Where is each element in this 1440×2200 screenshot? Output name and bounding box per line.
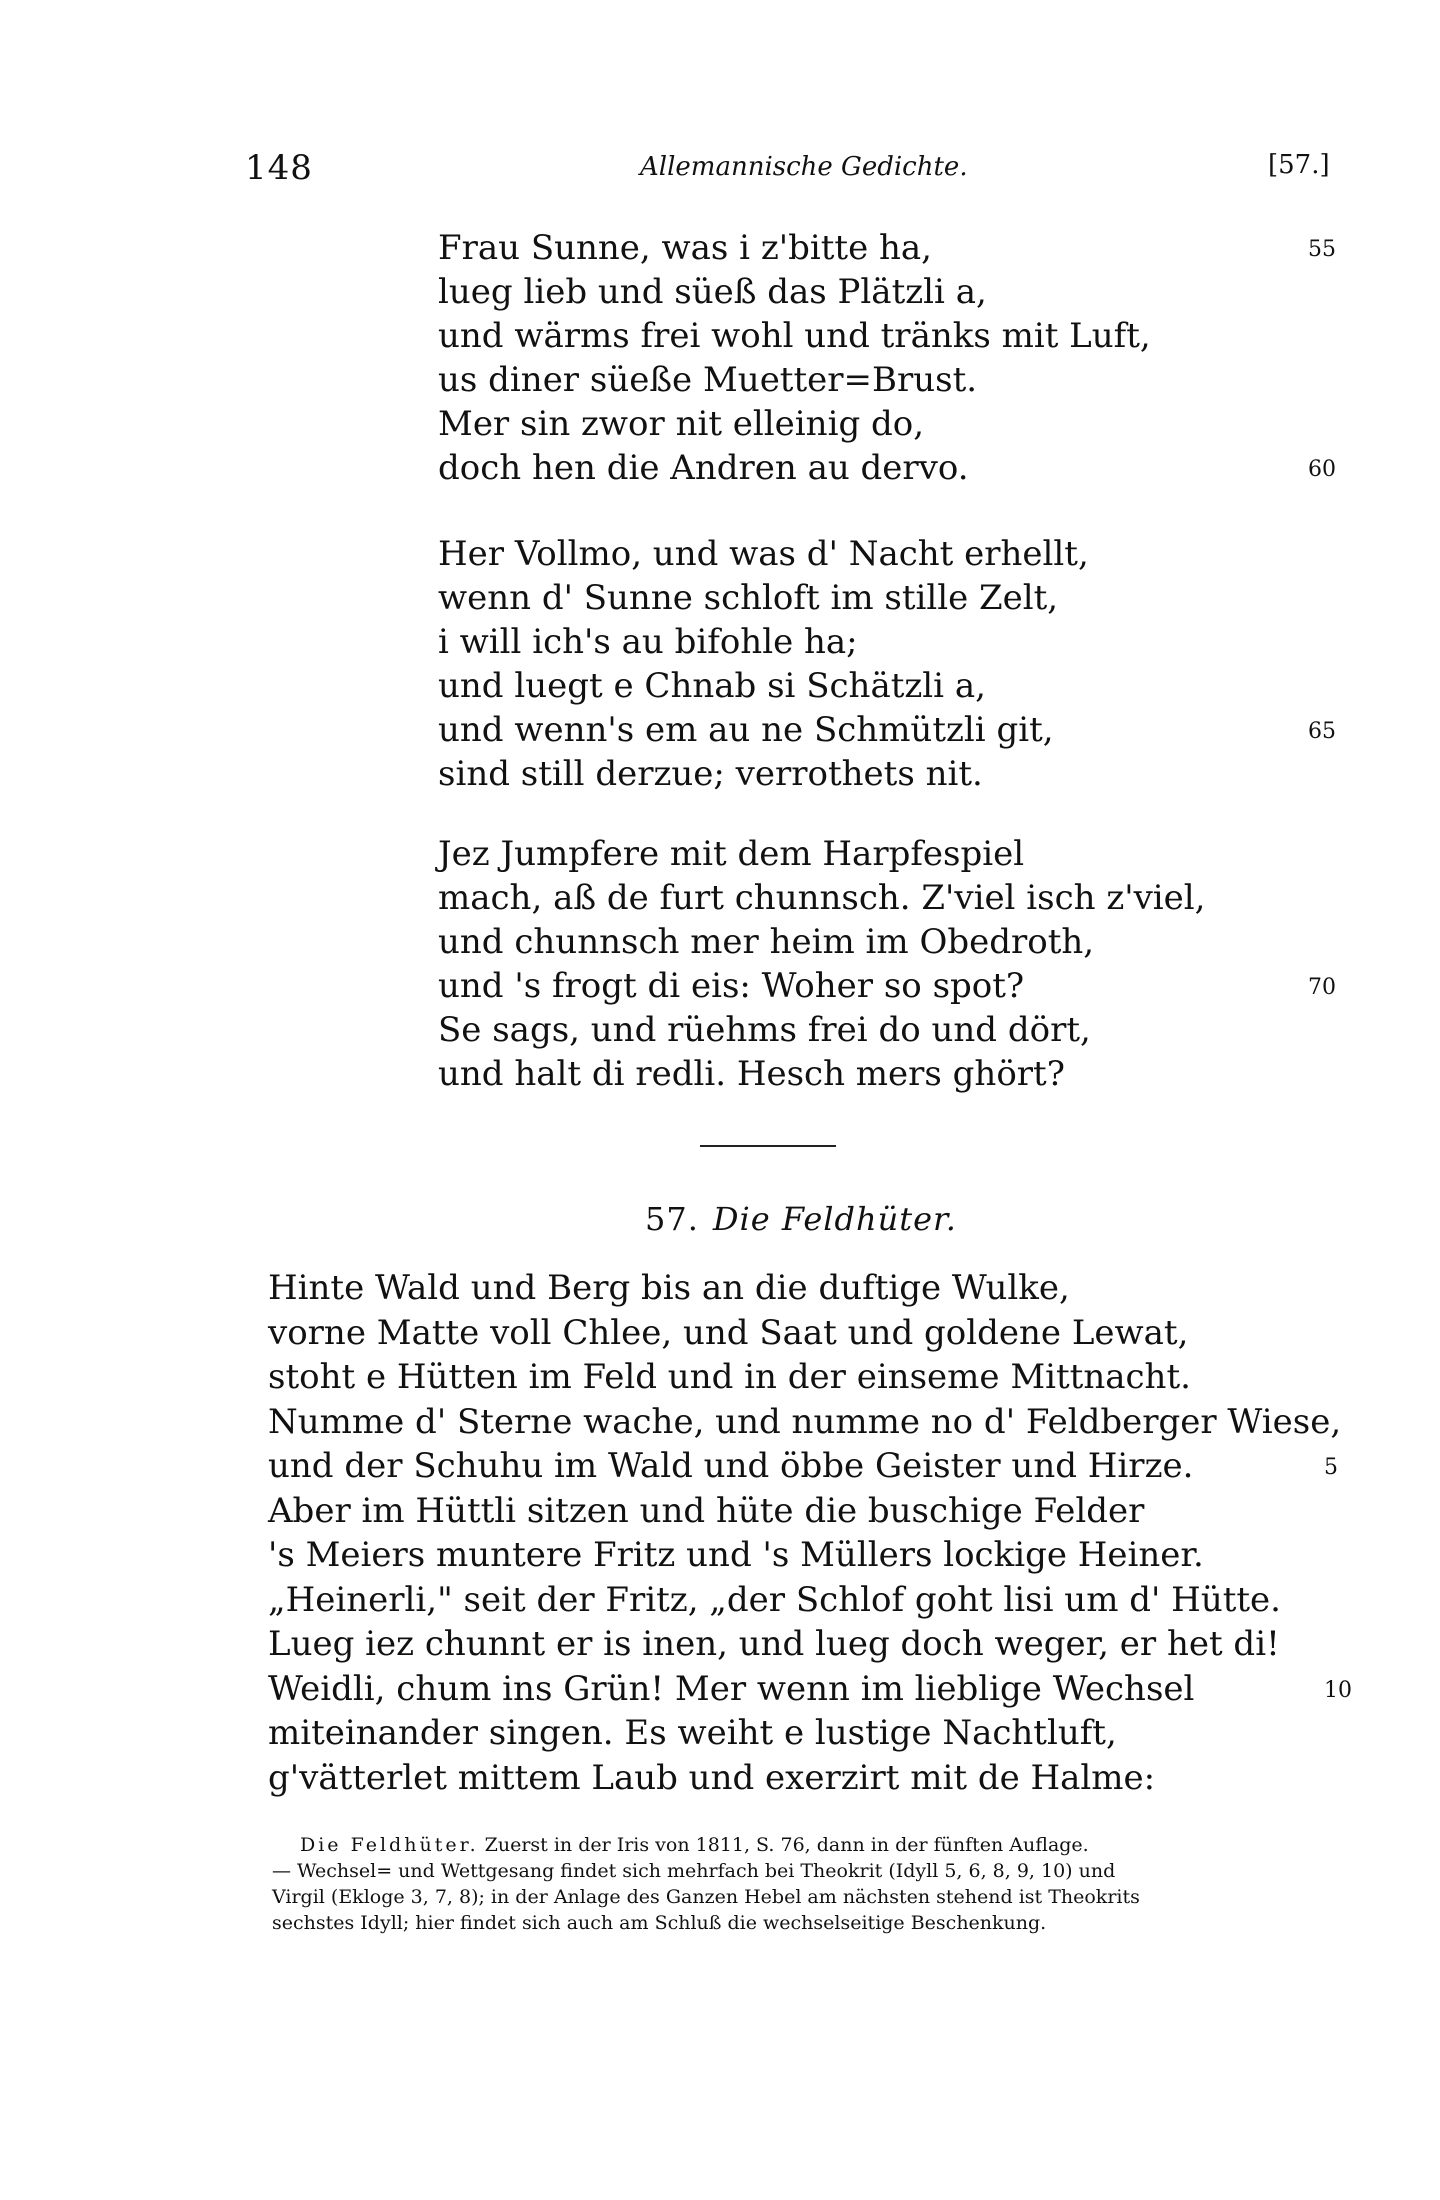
verse-line	[438, 532, 1338, 576]
footnote	[272, 1832, 1340, 1936]
verse-text: Weidli, chum ins Grün! Mer wenn im lieblige Wechsel	[268, 1668, 1195, 1709]
verse-text: und halt di redli. Hesch mers ghört?	[438, 1054, 1065, 1094]
verse-text: Se sags, und rüehms frei do und dört,	[438, 1010, 1091, 1050]
line-number: 55	[1308, 237, 1336, 262]
verse-line	[268, 1489, 1388, 1534]
verse-text: us diner süeße Muetter=Brust.	[438, 360, 978, 400]
footnote-line: Virgil (Ekloge 3, 7, 8); in der Anlage des Ganzen Hebel am nächsten stehend ist Theokrits	[272, 1886, 1140, 1908]
poem-heading	[645, 1200, 957, 1238]
verse-text: Frau Sunne, was i z'bitte ha,	[438, 228, 932, 268]
verse-line	[438, 664, 1338, 708]
stanza-2	[438, 532, 1338, 796]
poem-number: 57.	[645, 1200, 699, 1238]
page-number: 148	[245, 148, 313, 188]
verse-text: lueg lieb und süeß das Plätzli a,	[438, 272, 987, 312]
verse-line	[438, 358, 1338, 402]
line-number: 70	[1308, 975, 1336, 1000]
verse-text: Lueg iez chunnt er is inen, und lueg doch weger, er het di!	[268, 1624, 1280, 1664]
verse-text: sind still derzue; verrothets nit.	[438, 754, 983, 794]
section-reference: [57.]	[1268, 150, 1330, 180]
footnote-line: sechstes Idyll; hier findet sich auch am Schluß die wechselseitige Beschenkung.	[272, 1912, 1047, 1934]
verse-line	[268, 1578, 1388, 1623]
verse-text: Her Vollmo, und was d' Nacht erhellt,	[438, 534, 1089, 574]
running-header	[0, 148, 1440, 188]
line-number: 5	[1324, 1455, 1338, 1480]
verse-text: vorne Matte voll Chlee, und Saat und goldene Lewat,	[268, 1312, 1189, 1353]
verse-text: Aber im Hüttli sitzen und hüte die buschige Felder	[268, 1490, 1145, 1531]
verse-line	[268, 1355, 1388, 1400]
verse-text: mach, aß de furt chunnsch. Z'viel isch z'viel,	[438, 878, 1206, 918]
verse-text: und wenn's em au ne Schmützli git,	[438, 710, 1054, 750]
verse-line	[438, 402, 1338, 446]
verse-line	[438, 620, 1338, 664]
line-number: 60	[1308, 457, 1336, 482]
stanza-1	[438, 226, 1338, 490]
verse-line	[268, 1667, 1388, 1712]
verse-line	[268, 1533, 1388, 1578]
verse-line	[438, 1008, 1338, 1052]
footnote-title: Die Feldhüter.	[300, 1834, 479, 1856]
verse-text: und chunnsch mer heim im Obedroth,	[438, 922, 1095, 962]
verse-line	[268, 1444, 1388, 1489]
verse-line	[438, 576, 1338, 620]
verse-text: und luegt e Chnab si Schätzli a,	[438, 666, 986, 706]
verse-text: wenn d' Sunne schloft im stille Zelt,	[438, 578, 1059, 618]
verse-text: miteinander singen. Es weiht e lustige Nachtluft,	[268, 1713, 1117, 1753]
verse-text: Hinte Wald und Berg bis an die duftige Wulke,	[268, 1268, 1070, 1308]
verse-line	[438, 314, 1338, 358]
verse-text: und der Schuhu im Wald und öbbe Geister und Hirze.	[268, 1446, 1194, 1486]
verse-line	[268, 1311, 1388, 1356]
poem-body	[268, 1266, 1388, 1800]
line-number: 65	[1308, 719, 1336, 744]
verse-text: doch hen die Andren au dervo.	[438, 448, 969, 488]
verse-text: g'vätterlet mittem Laub und exerzirt mit de Halme:	[268, 1757, 1156, 1798]
verse-line	[268, 1400, 1388, 1445]
verse-line	[268, 1756, 1388, 1801]
verse-line	[438, 270, 1338, 314]
footnote-line: — Wechsel= und Wettgesang findet sich mehrfach bei Theokrit (Idyll 5, 6, 8, 9, 10) und	[272, 1860, 1116, 1882]
verse-text: Jez Jumpfere mit dem Harpfespiel	[438, 834, 1025, 874]
verse-text: i will ich's au bifohle ha;	[438, 622, 858, 662]
verse-text: und 's frogt di eis: Woher so spot?	[438, 966, 1025, 1006]
verse-line	[438, 876, 1338, 920]
verse-line	[268, 1711, 1388, 1756]
verse-text: Numme d' Sterne wache, und numme no d' Feldberger Wiese,	[268, 1401, 1342, 1442]
verse-line	[438, 964, 1338, 1008]
footnote-text: Zuerst in der Iris von 1811, S. 76, dann in der fünften Auflage.	[478, 1834, 1089, 1856]
verse-line	[268, 1622, 1388, 1667]
line-number: 10	[1324, 1677, 1352, 1703]
footnote-line	[272, 1832, 1340, 1858]
verse-text: „Heinerli," seit der Fritz, „der Schlof goht lisi um d' Hütte.	[268, 1579, 1281, 1620]
verse-line	[438, 446, 1338, 490]
section-divider	[700, 1145, 836, 1147]
verse-line	[438, 920, 1338, 964]
verse-line	[438, 752, 1338, 796]
verse-line	[268, 1266, 1388, 1311]
running-title: Allemannische Gedichte.	[640, 152, 968, 182]
verse-text: und wärms frei wohl und tränks mit Luft,	[438, 316, 1151, 356]
verse-text: 's Meiers muntere Fritz und 's Müllers lockige Heiner.	[268, 1535, 1204, 1575]
verse-line	[438, 708, 1338, 752]
verse-line	[438, 832, 1338, 876]
poem-title: Die Feldhüter.	[712, 1200, 957, 1238]
stanza-3	[438, 832, 1338, 1096]
verse-text: Mer sin zwor nit elleinig do,	[438, 404, 925, 444]
verse-line	[438, 1052, 1338, 1096]
verse-text: stoht e Hütten im Feld und in der einseme Mittnacht.	[268, 1357, 1191, 1397]
verse-line	[438, 226, 1338, 270]
